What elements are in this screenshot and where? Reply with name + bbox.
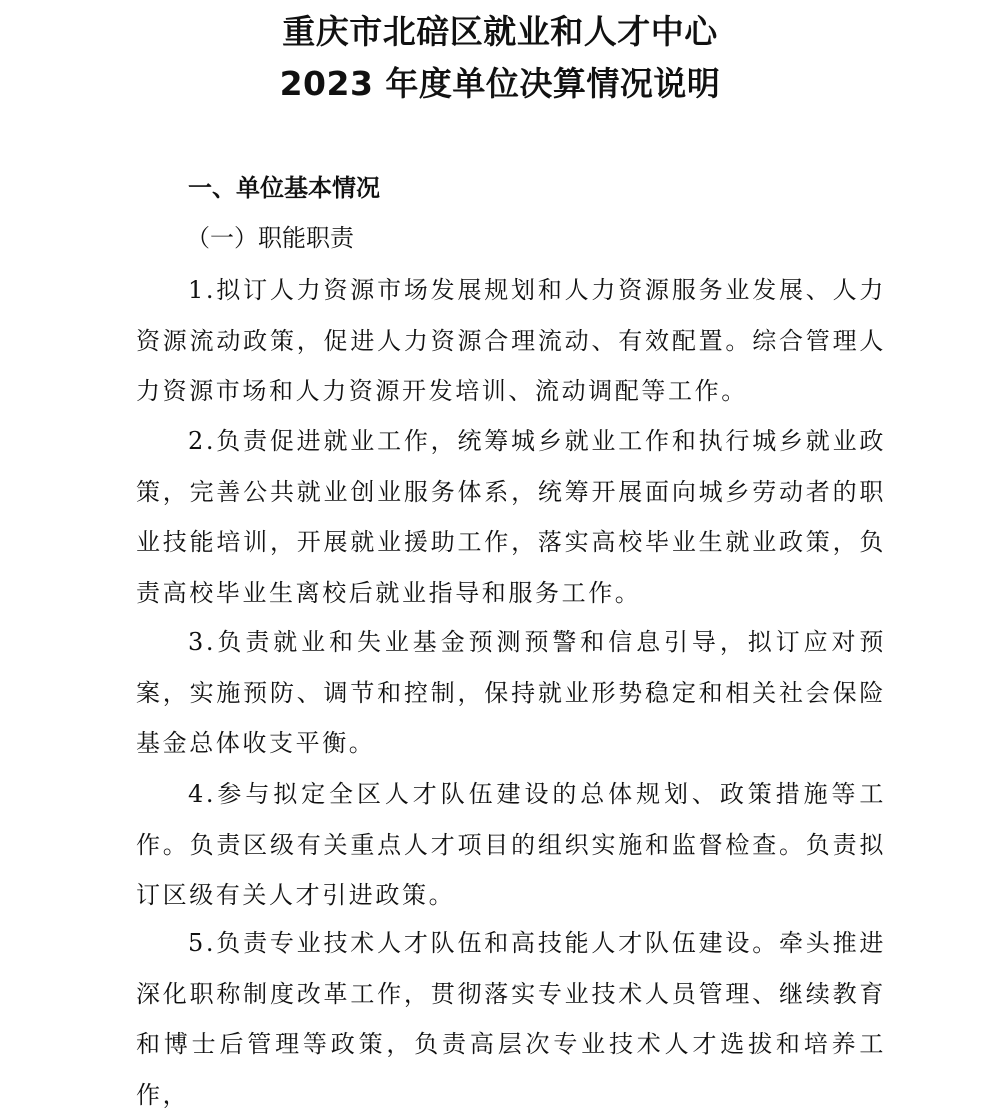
paragraph-function-1: 1.拟订人力资源市场发展规划和人力资源服务业发展、人力资源流动政策，促进人力资源合理流动、有效配置。综合管理人力资源市场和人力资源开发培训、流动调配等工作。	[136, 276, 886, 405]
paragraph-function-2: 2.负责促进就业工作，统筹城乡就业工作和执行城乡就业政策，完善公共就业创业服务体系，统筹开展面向城乡劳动者的职业技能培训，开展就业援助工作，落实高校毕业生就业政策，负责高校毕业生离校后就业指导和服务工作。	[136, 427, 886, 607]
section-heading-basic-info: 一、单位基本情况	[188, 174, 380, 202]
paragraph-function-5: 5.负责专业技术人才队伍和高技能人才队伍建设。牵头推进深化职称制度改革工作，贯彻落实专业技术人员管理、继续教育和博士后管理等政策，负责高层次专业技术人才选拔和培养工作，	[136, 929, 886, 1109]
paragraph-function-3: 3.负责就业和失业基金预测预警和信息引导，拟订应对预案，实施预防、调节和控制，保持就业形势稳定和相关社会保险基金总体收支平衡。	[136, 628, 886, 757]
document-title-line-1: 重庆市北碚区就业和人才中心	[282, 12, 718, 51]
document-title-line-2: 2023 年度单位决算情况说明	[279, 64, 721, 103]
subsection-heading-functions: （一）职能职责	[186, 224, 354, 252]
paragraph-function-4: 4.参与拟定全区人才队伍建设的总体规划、政策措施等工作。负责区级有关重点人才项目的组织实施和监督检查。负责拟订区级有关人才引进政策。	[136, 780, 886, 909]
